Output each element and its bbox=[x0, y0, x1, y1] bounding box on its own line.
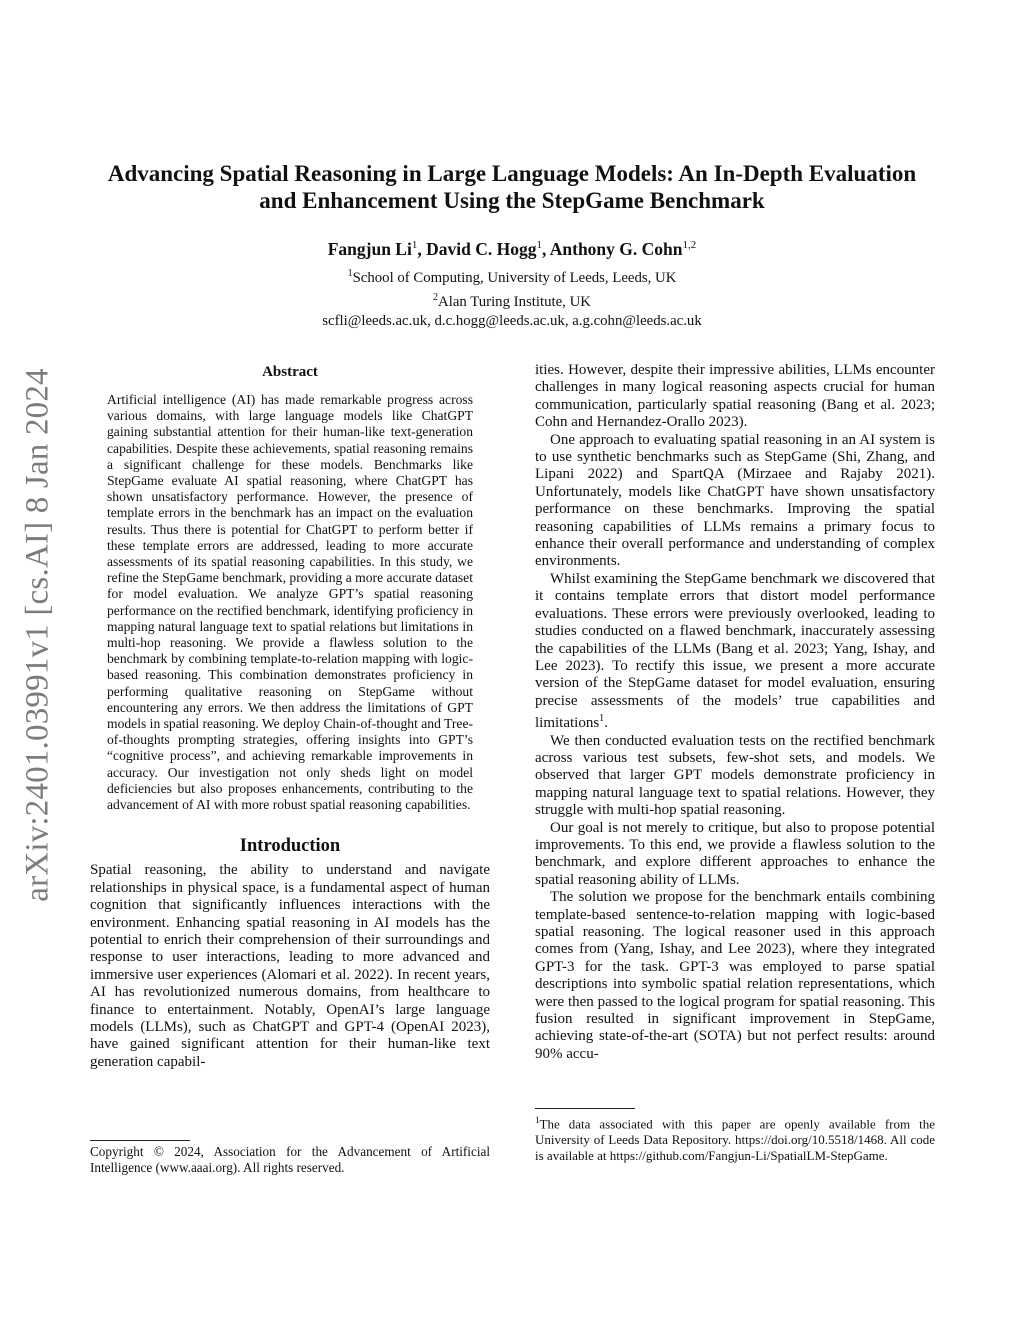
title-line-1: Advancing Spatial Reasoning in Large Language Models: An In-Depth Evaluation bbox=[107, 161, 917, 186]
arxiv-identifier: arXiv:2401.03991v1 [cs.AI] 8 Jan 2024 bbox=[19, 368, 56, 902]
abstract-heading: Abstract bbox=[262, 364, 318, 380]
footnote-reference[interactable]: 1 bbox=[599, 713, 605, 725]
paragraph-text: Whilst examining the StepGame benchmark we discovered that it contains template errors that distort model performance evaluations. These errors were previously overlooked, leading to studies conducted on a flawed benchmark, inaccurately assessing the capabilities of the LLMs (Bang et al. 2023; Yang, Ishay, and Lee 2023). To rectify this issue, we present a more accurate version of the StepGame dataset for model evaluation, ensuring precise assessments of the models’ true capabilities and limitations bbox=[535, 570, 935, 732]
introduction-heading: Introduction bbox=[239, 836, 341, 857]
footnote-mark: 1 bbox=[535, 1115, 540, 1125]
author-name: Anthony G. Cohn bbox=[549, 238, 683, 259]
author-emails: scfli@leeds.ac.uk, d.c.hogg@leeds.ac.uk, a.g.cohn@leeds.ac.uk bbox=[322, 312, 702, 329]
body-paragraph: We then conducted evaluation tests on the rectified benchmark across various test subsets, few-shot sets, and models. We observed that larger GPT models demonstrate proficiency in mapping natural language text to spatial relations. However, they struggle with multi-hop spatial reasoning. bbox=[535, 732, 935, 819]
body-paragraph: One approach to evaluating spatial reasoning in an AI system is to use synthetic benchmarks such as StepGame (Shi, Zhang, and Lipani 2022) and SpartQA (Mirzaee and Rajaby 2021). Unfortunately, models like ChatGPT have shown unsatisfactory performance on these benchmarks. Improving the spatial reasoning capabilities of LLMs remains a primary focus to enhance their overall performance and understanding of complex environments. bbox=[535, 431, 935, 570]
affiliation-line bbox=[100, 288, 924, 312]
author-affiliation-mark: 1 bbox=[411, 239, 418, 251]
affiliation-text: Alan Turing Institute, UK bbox=[438, 293, 591, 310]
affiliation-text: School of Computing, University of Leeds, Leeds, UK bbox=[352, 269, 677, 286]
copyright-divider bbox=[90, 1140, 190, 1141]
left-column bbox=[90, 362, 490, 1071]
affiliation-mark: 2 bbox=[433, 291, 439, 303]
body-paragraph: ities. However, despite their impressive abilities, LLMs encounter challenges in many logical reasoning aspects crucial for human communication, particularly spatial reasoning (Bang et al. 2023; Cohn and Hernandez-Orallo 2023). bbox=[535, 362, 935, 431]
footnote-text: The data associated with this paper are openly available from the University of Leeds Data Repository. https://doi.org/10.5518/1468. All code is available at https://github.com/Fangjun-Li/SpatialLM-StepGame. bbox=[535, 1116, 935, 1164]
author-affiliation-mark: 1,2 bbox=[682, 239, 697, 251]
body-paragraph: The solution we propose for the benchmark entails combining template-based sentence-to-relation mapping with logic-based spatial reasoning. The logical reasoner used in this approach comes from (Yang, Ishay, and Lee 2023), where they integrated GPT-3 for the task. GPT-3 was employed to parse spatial descriptions into symbolic spatial relation representations, which were then passed to the logical program for spatial reasoning. This fusion resulted in significant improvement in StepGame, achieving state-of-the-art (SOTA) but not perfect results: around 90% accu- bbox=[535, 889, 935, 1062]
author-list bbox=[100, 233, 924, 261]
right-column bbox=[535, 362, 935, 1063]
affiliation-mark: 1 bbox=[347, 268, 353, 279]
affiliations bbox=[100, 264, 924, 331]
copyright-notice: Copyright © 2024, Association for the Advancement of Artificial Intelligence (www.aaai.org). All rights reserved. bbox=[90, 1144, 490, 1175]
paragraph-end: . bbox=[604, 715, 608, 732]
author-affiliation-mark: 1 bbox=[536, 239, 542, 251]
author-name: Fangjun Li bbox=[327, 238, 412, 259]
author-name: David C. Hogg bbox=[426, 238, 537, 259]
title-line-2: and Enhancement Using the StepGame Benchmark bbox=[259, 188, 765, 213]
author-separator: , bbox=[417, 238, 427, 259]
author-separator: , bbox=[541, 238, 550, 259]
footnote bbox=[535, 1112, 935, 1164]
body-paragraph bbox=[535, 571, 935, 733]
introduction-paragraph: Spatial reasoning, the ability to understand and navigate relationships in physical space, is a fundamental aspect of human cognition that significantly influences interactions with the environment. Enhancing spatial reasoning in AI models has the potential to enrich their comprehension of their surroundings and response to user interactions, leading to more advanced and immersive user experiences (Alomari et al. 2022). In recent years, AI has revolutionized numerous domains, from healthcare to finance to entertainment. Notably, OpenAI’s large language models (LLMs), such as ChatGPT and GPT-4 (OpenAI 2023), have gained significant attention for their human-like text generation capabil- bbox=[90, 862, 490, 1070]
footnote-divider bbox=[535, 1108, 635, 1109]
paper-title bbox=[80, 160, 944, 214]
affiliation-line bbox=[100, 264, 924, 288]
body-paragraph: Our goal is not merely to critique, but also to propose potential improvements. To this end, we provide a flawless solution to the benchmark, and explore different approaches to enhance the spatial reasoning ability of LLMs. bbox=[535, 819, 935, 888]
abstract-text: Artificial intelligence (AI) has made remarkable progress across various domains, with large language models like ChatGPT gaining substantial attention for their human-like text-generation capabilities. Despite these achievements, spatial reasoning remains a significant challenge for these models. Benchmarks like StepGame evaluate AI spatial reasoning, where ChatGPT has shown unsatisfactory performance. However, the presence of template errors in the benchmark has an impact on the evaluation results. Thus there is potential for ChatGPT to perform better if these template errors are addressed, leading to more accurate assessments of its spatial reasoning capabilities. In this study, we refine the StepGame benchmark, providing a more accurate dataset for model evaluation. We analyze GPT’s spatial reasoning performance on the rectified benchmark, identifying proficiency in mapping natural language text to spatial relations but limitations in multi-hop reasoning. We provide a flawless solution to the benchmark by combining template-to-relation mapping with logic-based reasoning. This combination demonstrates proficiency in performing qualitative reasoning on StepGame without encountering any errors. We then address the limitations of GPT models in spatial reasoning. We deploy Chain-of-thought and Tree-of-thoughts prompting strategies, offering insights into GPT’s “cognitive process”, and achieving remarkable improvements in accuracy. Our investigation not only sheds light on model deficiencies but also proposes enhancements, contributing to the advancement of AI with more robust spatial reasoning capabilities. bbox=[107, 392, 474, 813]
